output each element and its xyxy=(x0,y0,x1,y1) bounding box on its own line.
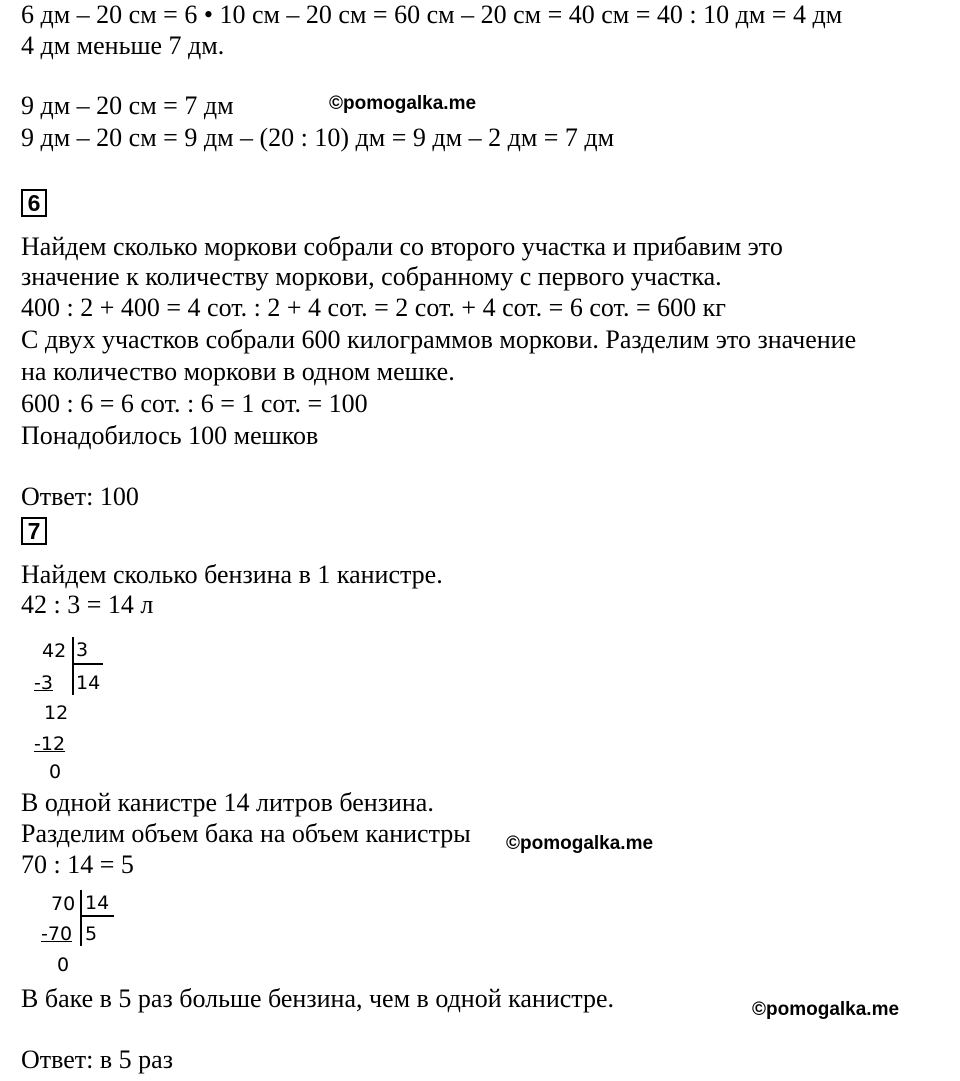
text-line: значение к количеству моркови, собранному с первого участка. xyxy=(21,262,722,291)
division-bar xyxy=(72,663,103,665)
text-line: 42 : 3 = 14 л xyxy=(21,590,154,619)
text-line: Найдем сколько бензина в 1 канистре. xyxy=(21,560,443,589)
text-line: 4 дм меньше 7 дм. xyxy=(21,31,225,60)
text-line: 9 дм – 20 см = 7 дм xyxy=(21,91,234,120)
text-line: С двух участков собрали 600 килограммов моркови. Разделим это значение xyxy=(21,325,857,354)
text-line: 70 : 14 = 5 xyxy=(21,850,134,879)
answer-line: Ответ: в 5 раз xyxy=(21,1045,173,1074)
text-line: В одной канистре 14 литров бензина. xyxy=(21,788,434,817)
text-line: Найдем сколько моркови собрали со второго участка и прибавим это xyxy=(21,232,783,261)
text-line: В баке в 5 раз больше бензина, чем в одной канистре. xyxy=(21,984,614,1013)
subtrahend: -70 xyxy=(41,923,73,945)
dividend: 42 xyxy=(42,640,67,662)
division-bar xyxy=(80,915,114,917)
division-bar xyxy=(80,890,82,946)
remainder: 12 xyxy=(44,702,69,724)
task-number-6: 6 xyxy=(21,189,47,217)
subtrahend: -12 xyxy=(34,733,66,755)
quotient: 5 xyxy=(85,923,98,945)
quotient: 14 xyxy=(76,672,101,694)
watermark: ©pomogalka.me xyxy=(506,833,654,854)
remainder: 0 xyxy=(49,761,62,783)
answer-line: Ответ: 100 xyxy=(21,482,139,511)
task-number-7: 7 xyxy=(21,517,47,545)
text-line: 6 дм – 20 см = 6 • 10 см – 20 см = 60 см – 20 см = 40 см = 40 : 10 дм = 4 дм xyxy=(21,0,843,29)
text-line: Разделим объем бака на объем канистры xyxy=(21,819,471,848)
text-line: 600 : 6 = 6 сот. : 6 = 1 сот. = 100 xyxy=(21,389,368,418)
text-line: Понадобилось 100 мешков xyxy=(21,421,319,450)
dividend: 70 xyxy=(51,893,76,915)
subtrahend: -3 xyxy=(34,672,53,694)
remainder: 0 xyxy=(57,954,70,976)
divisor: 3 xyxy=(76,639,89,661)
text-line: 9 дм – 20 см = 9 дм – (20 : 10) дм = 9 дм – 2 дм = 7 дм xyxy=(21,123,615,152)
watermark: ©pomogalka.me xyxy=(752,999,900,1020)
text-line: 400 : 2 + 400 = 4 сот. : 2 + 4 сот. = 2 сот. + 4 сот. = 6 сот. = 600 кг xyxy=(21,293,726,322)
text-line: на количество моркови в одном мешке. xyxy=(21,357,455,386)
watermark: ©pomogalka.me xyxy=(329,93,477,114)
divisor: 14 xyxy=(85,892,110,914)
division-bar xyxy=(72,637,74,695)
